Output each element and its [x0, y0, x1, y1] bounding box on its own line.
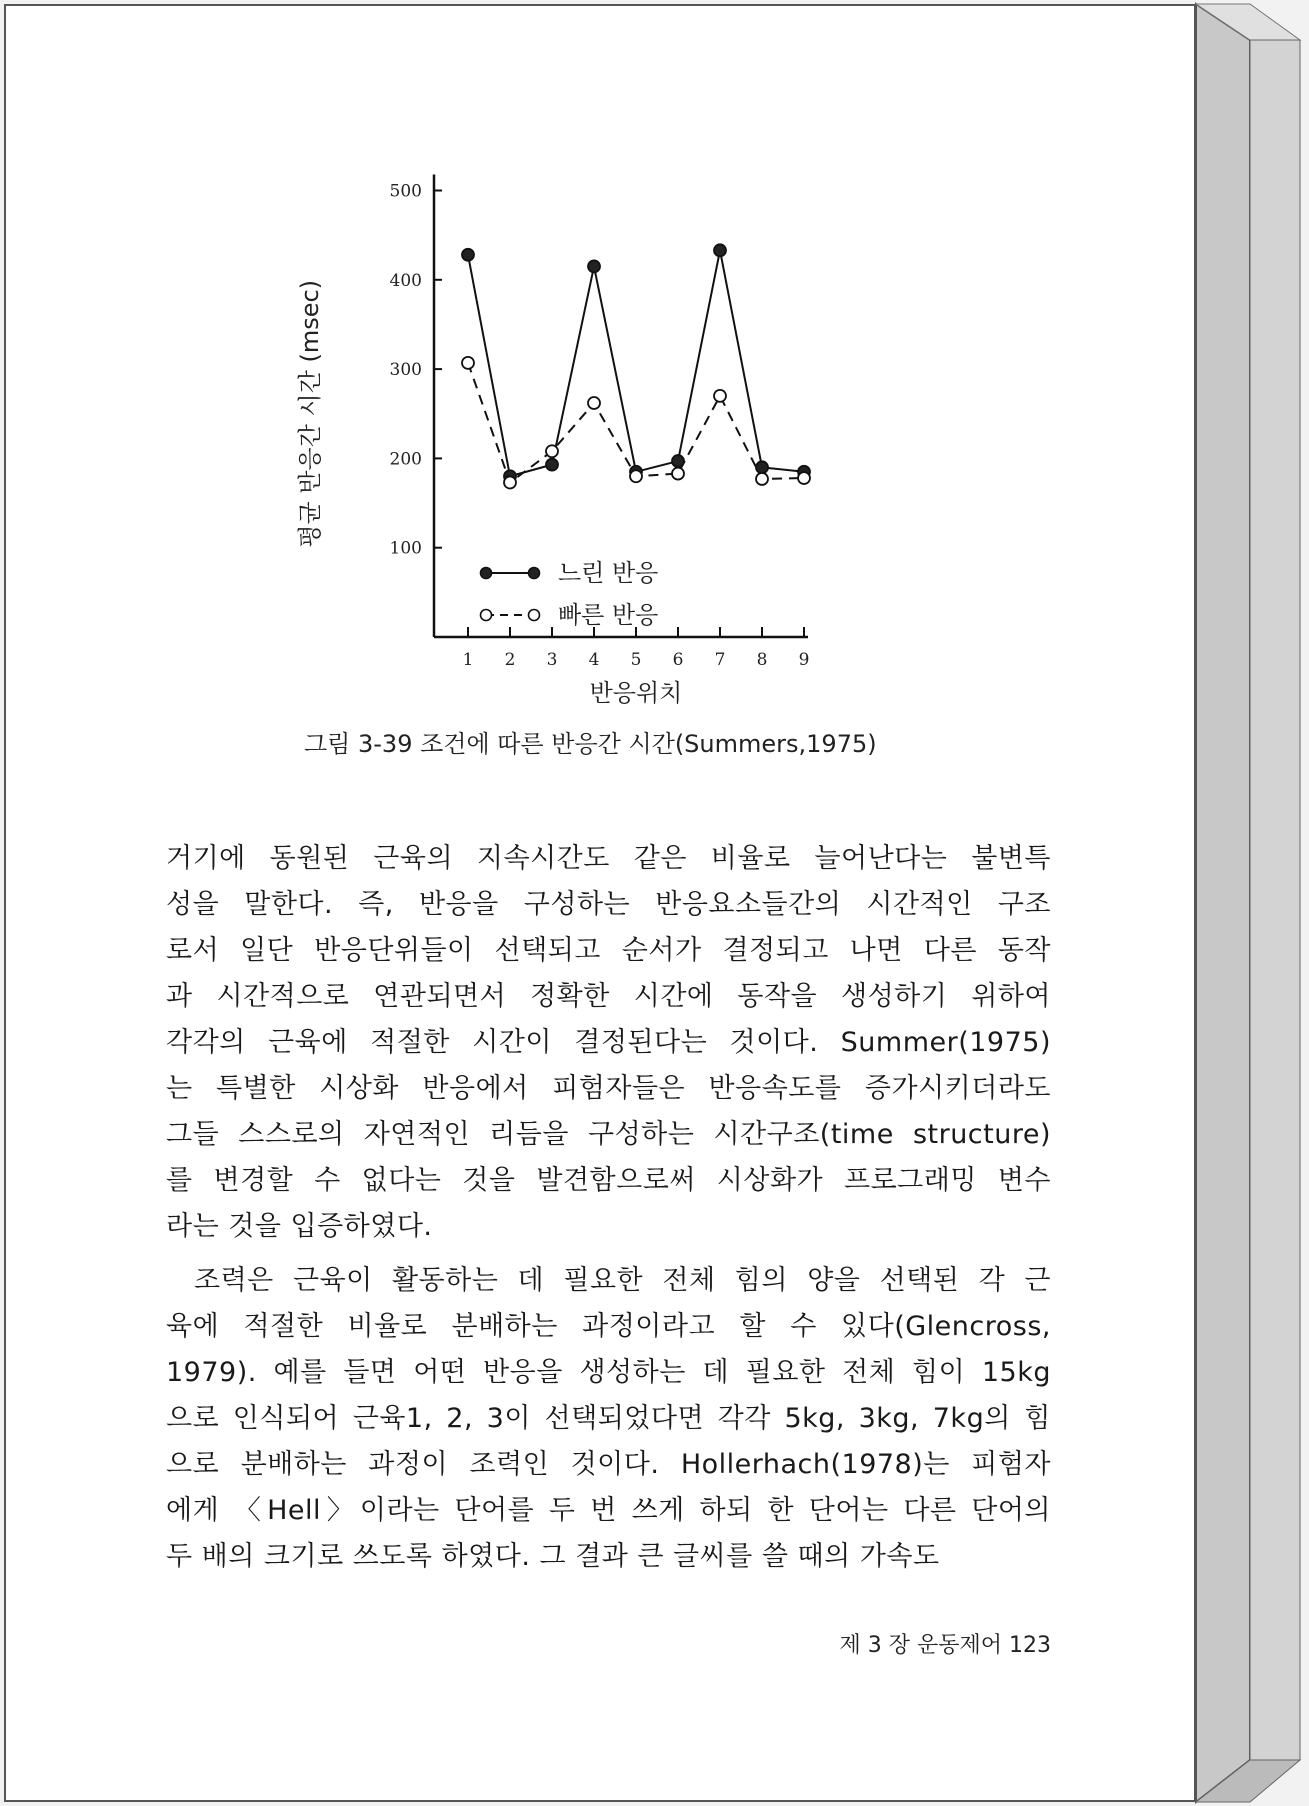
text-line: 각각의 근육에 적절한 시간이 결정된다는 것이다. Summer(1975) [166, 1027, 1051, 1058]
data-point-series1 [546, 459, 558, 471]
y-tick-label: 200 [389, 449, 422, 470]
data-point-series2 [630, 470, 642, 482]
text-line: 성을 말한다. 즉, 반응을 구성하는 반응요소들간의 시간적인 구조 [166, 889, 1051, 920]
x-tick-label: 5 [630, 650, 642, 670]
data-point-series2 [462, 357, 474, 369]
text-line: 라는 것을 입증하였다. [166, 1211, 433, 1242]
text-line: 에게 〈Hell〉이라는 단어를 두 번 쓰게 하되 한 단어는 다른 단어의 [166, 1495, 1051, 1526]
x-tick-label: 1 [462, 650, 474, 670]
legend-marker [529, 610, 540, 621]
text-line: 그들 스스로의 자연적인 리듬을 구성하는 시간구조(time structure) [166, 1119, 1051, 1150]
text-line: 으로 인식되어 근육1, 2, 3이 선택되었다면 각각 5kg, 3kg, 7kg의 힘 [166, 1403, 1051, 1434]
text-line: 로서 일단 반응단위들이 선택되고 순서가 결정되고 나면 다른 동작 [166, 935, 1051, 966]
text-line: 거기에 동원된 근육의 지속시간도 같은 비율로 늘어난다는 불변특 [166, 843, 1051, 874]
book-page [4, 4, 1196, 1802]
legend-label-1: 느린 반응 [558, 559, 659, 587]
text-line: 는 특별한 시상화 반응에서 피험자들은 반응속도를 증가시키더라도 [166, 1073, 1051, 1104]
text-line: 으로 분배하는 과정이 조력인 것이다. Hollerhach(1978)는 피험자 [166, 1449, 1051, 1480]
data-point-series2 [546, 445, 558, 457]
x-tick-label: 4 [588, 650, 600, 670]
y-tick-label: 400 [389, 270, 422, 291]
x-tick-label: 7 [714, 650, 726, 670]
data-point-series2 [798, 472, 810, 484]
x-tick-label: 6 [672, 650, 684, 670]
legend-marker [481, 568, 492, 579]
y-axis-title: 평균 반응간 시간 (msec) [296, 279, 324, 548]
data-point-series1 [588, 260, 600, 272]
y-tick-label: 300 [389, 360, 422, 381]
y-tick-label: 500 [389, 181, 422, 202]
y-tick-label: 100 [389, 538, 422, 559]
data-point-series1 [714, 244, 726, 256]
data-point-series2 [504, 477, 516, 489]
text-line: 1979). 예를 들면 어떤 반응을 생성하는 데 필요한 전체 힘이 15kg [166, 1357, 1051, 1388]
reaction-time-chart [266, 171, 1086, 761]
data-point-series2 [672, 468, 684, 480]
data-point-series2 [756, 473, 768, 485]
data-point-series1 [462, 249, 474, 261]
legend-marker [529, 568, 540, 579]
legend-label-2: 빠른 반응 [558, 601, 659, 629]
x-tick-label: 8 [756, 650, 768, 670]
text-line: 조력은 근육이 활동하는 데 필요한 전체 힘의 양을 선택된 각 근 [194, 1265, 1051, 1296]
text-line: 과 시간적으로 연관되면서 정확한 시간에 동작을 생성하기 위하여 [166, 981, 1051, 1012]
text-line: 육에 적절한 비율로 분배하는 과정이라고 할 수 있다(Glencross, [166, 1311, 1051, 1342]
data-point-series1 [756, 461, 768, 473]
figure-caption: 그림 3-39 조건에 따른 반응간 시간(Summers,1975) [304, 730, 877, 758]
series-line-1 [468, 250, 804, 476]
text-line: 두 배의 크기로 쓰도록 하였다. 그 결과 큰 글씨를 쓸 때의 가속도 [166, 1541, 940, 1572]
x-axis-title: 반응위치 [589, 679, 683, 707]
x-tick-label: 9 [798, 650, 810, 670]
page-footer: 제 3 장 운동제어 123 [839, 1633, 1051, 1658]
x-tick-label: 3 [546, 650, 558, 670]
data-point-series2 [588, 397, 600, 409]
data-point-series2 [714, 390, 726, 402]
x-tick-label: 2 [504, 650, 516, 670]
body-text [166, 836, 1051, 1580]
legend-marker [481, 610, 492, 621]
text-line: 를 변경할 수 없다는 것을 발견함으로써 시상화가 프로그래밍 변수 [166, 1165, 1051, 1196]
